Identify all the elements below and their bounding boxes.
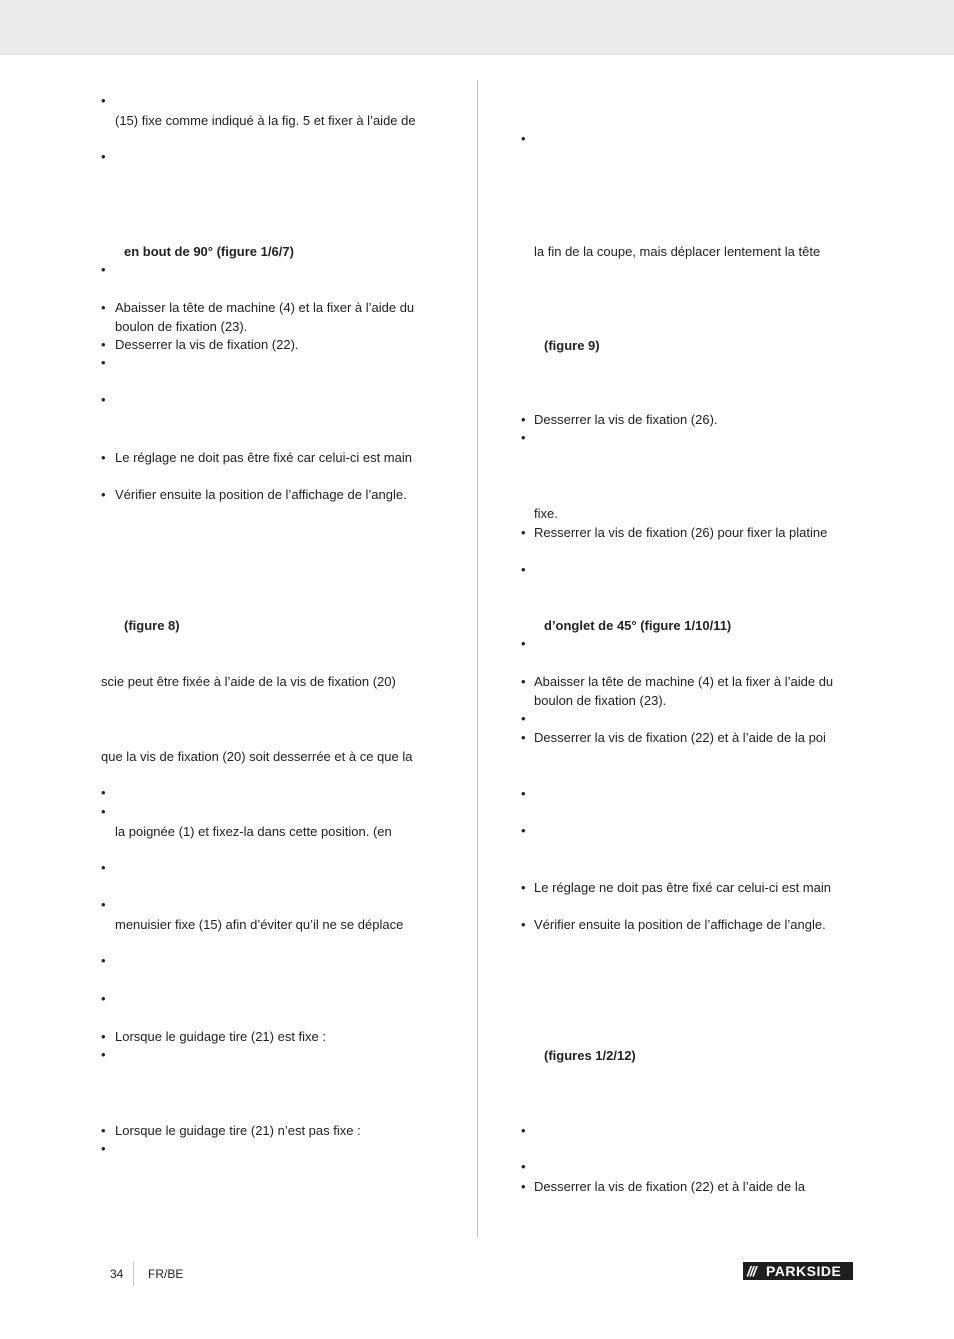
bullet-icon: • [101,860,106,875]
text-line: (15) fixe comme indiqué à la fig. 5 et fixer à l’aide de [115,113,416,128]
text-line: Desserrer la vis de fixation (26). [534,412,718,427]
footer-separator [133,1262,134,1286]
bullet-icon: • [101,1123,106,1138]
column-divider [477,80,478,1237]
text-line: boulon de fixation (23). [115,319,248,334]
text-line: boulon de fixation (23). [534,693,667,708]
text-line: Abaisser la tête de machine (4) et la fixer à l’aide du [534,674,834,689]
bullet-icon: • [101,1029,106,1044]
bullet-icon: • [521,412,526,427]
text-line: Desserrer la vis de fixation (22). [115,337,299,352]
logo-stripes-icon: /// [747,1263,756,1279]
brand-logo [743,1262,853,1280]
text-line: Le réglage ne doit pas être fixé car celui-ci est main [115,450,412,465]
bullet-icon: • [521,1159,526,1174]
text-line: Resserrer la vis de fixation (26) pour fixer la platine [534,525,828,540]
bullet-icon: • [101,355,106,370]
text-line: fixe. [534,506,558,521]
bullet-icon: • [101,785,106,800]
page-number: 34 [110,1267,124,1281]
header-band [0,0,954,55]
bullet-icon: • [521,823,526,838]
text-line: la fin de la coupe, mais déplacer lentement la tête [534,244,821,259]
section-heading: (figure 8) [124,618,180,633]
bullet-icon: • [521,674,526,689]
bullet-icon: • [101,300,106,315]
language-code: FR/BE [148,1267,184,1281]
text-line: Vérifier ensuite la position de l’affichage de l’angle. [115,487,407,502]
text-line: menuisier fixe (15) afin d’éviter qu’il ne se déplace [115,917,404,932]
bullet-icon: • [101,991,106,1006]
text-line: Lorsque le guidage tire (21) n’est pas fixe : [115,1123,361,1138]
bullet-icon: • [101,93,106,108]
bullet-icon: • [521,880,526,895]
bullet-icon: • [101,804,106,819]
bullet-icon: • [521,430,526,445]
text-line: la poignée (1) et fixez-la dans cette position. (en [115,824,392,839]
section-heading: d’onglet de 45° (figure 1/10/11) [544,618,732,633]
text-line: Abaisser la tête de machine (4) et la fixer à l’aide du [115,300,415,315]
bullet-icon: • [101,1141,106,1156]
section-heading: (figures 1/2/12) [544,1048,636,1063]
bullet-icon: • [521,786,526,801]
bullet-icon: • [101,953,106,968]
bullet-icon: • [521,730,526,745]
bullet-icon: • [521,917,526,932]
bullet-icon: • [101,1047,106,1062]
text-line: Desserrer la vis de fixation (22) et à l’aide de la [534,1179,805,1194]
text-line: scie peut être fixée à l’aide de la vis de fixation (20) [101,674,396,689]
bullet-icon: • [521,636,526,651]
text-line: Vérifier ensuite la position de l’affichage de l’angle. [534,917,826,932]
section-heading: en bout de 90° (figure 1/6/7) [124,244,294,259]
bullet-icon: • [521,1123,526,1138]
bullet-icon: • [521,711,526,726]
bullet-icon: • [101,149,106,164]
text-line: Le réglage ne doit pas être fixé car celui-ci est main [534,880,831,895]
bullet-icon: • [521,562,526,577]
text-line: Desserrer la vis de fixation (22) et à l’aide de la poi [534,730,826,745]
bullet-icon: • [521,1179,526,1194]
text-line: que la vis de fixation (20) soit desserrée et à ce que la [101,749,413,764]
bullet-icon: • [521,131,526,146]
bullet-icon: • [101,450,106,465]
bullet-icon: • [101,487,106,502]
bullet-icon: • [521,525,526,540]
logo-text: PARKSIDE [766,1263,842,1279]
bullet-icon: • [101,392,106,407]
bullet-icon: • [101,337,106,352]
bullet-icon: • [101,897,106,912]
section-heading: (figure 9) [544,338,600,353]
bullet-icon: • [101,262,106,277]
text-line: Lorsque le guidage tire (21) est fixe : [115,1029,327,1044]
